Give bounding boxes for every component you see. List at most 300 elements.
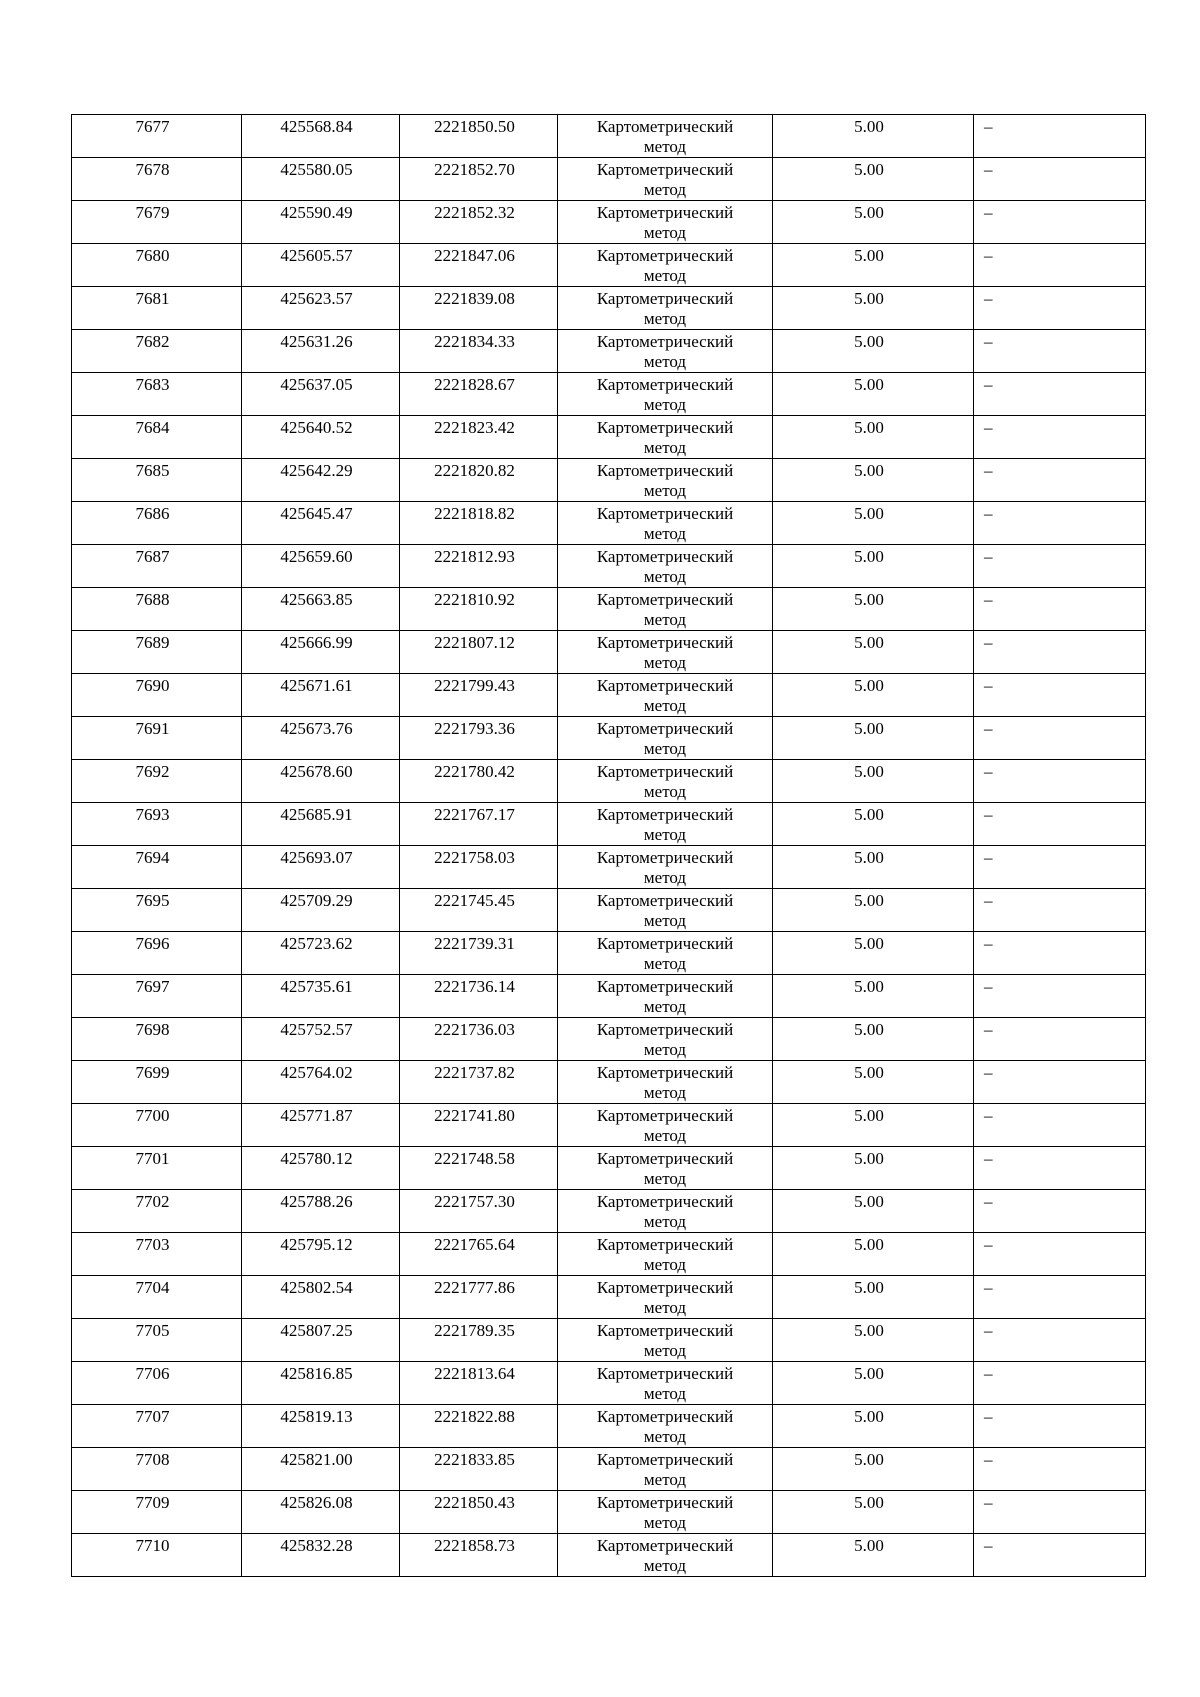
error-cell: 5.00 (773, 1104, 974, 1147)
point-number-cell: 7701 (72, 1147, 242, 1190)
table-row (72, 1190, 1146, 1233)
y-coordinate-cell: 2221839.08 (400, 287, 558, 330)
method-cell (558, 674, 773, 717)
table-row (72, 631, 1146, 674)
table-row (72, 459, 1146, 502)
error-cell: 5.00 (773, 459, 974, 502)
table-row (72, 889, 1146, 932)
table-row (72, 1104, 1146, 1147)
method-line-1: Картометрический (596, 762, 734, 781)
method-line-1: Картометрический (596, 1278, 734, 1297)
note-cell: – (974, 1276, 1146, 1319)
method-line-2: метод (643, 309, 687, 328)
y-coordinate-cell: 2221739.31 (400, 932, 558, 975)
error-cell: 5.00 (773, 1448, 974, 1491)
error-cell: 5.00 (773, 932, 974, 975)
method-cell (558, 1448, 773, 1491)
table-row (72, 502, 1146, 545)
point-number-cell: 7705 (72, 1319, 242, 1362)
note-cell: – (974, 631, 1146, 674)
method-line-2: метод (643, 1470, 687, 1489)
method-cell (558, 846, 773, 889)
method-cell (558, 1405, 773, 1448)
table-row (72, 115, 1146, 158)
x-coordinate-cell: 425802.54 (242, 1276, 400, 1319)
point-number-cell: 7710 (72, 1534, 242, 1577)
table-row (72, 588, 1146, 631)
method-cell (558, 1147, 773, 1190)
point-number-cell: 7687 (72, 545, 242, 588)
note-cell: – (974, 1405, 1146, 1448)
note-cell: – (974, 1104, 1146, 1147)
table-row (72, 1233, 1146, 1276)
note-cell: – (974, 1448, 1146, 1491)
note-cell: – (974, 416, 1146, 459)
method-line-1: Картометрический (596, 590, 734, 609)
note-cell: – (974, 975, 1146, 1018)
method-line-2: метод (643, 1384, 687, 1403)
error-cell: 5.00 (773, 1491, 974, 1534)
point-number-cell: 7683 (72, 373, 242, 416)
method-line-1: Картометрический (596, 1450, 734, 1469)
error-cell: 5.00 (773, 545, 974, 588)
method-line-2: метод (643, 739, 687, 758)
y-coordinate-cell: 2221812.93 (400, 545, 558, 588)
x-coordinate-cell: 425678.60 (242, 760, 400, 803)
error-cell: 5.00 (773, 373, 974, 416)
note-cell: – (974, 158, 1146, 201)
note-cell: – (974, 889, 1146, 932)
method-cell (558, 717, 773, 760)
note-cell: – (974, 115, 1146, 158)
table-row (72, 545, 1146, 588)
y-coordinate-cell: 2221820.82 (400, 459, 558, 502)
y-coordinate-cell: 2221767.17 (400, 803, 558, 846)
note-cell: – (974, 1534, 1146, 1577)
point-number-cell: 7678 (72, 158, 242, 201)
x-coordinate-cell: 425819.13 (242, 1405, 400, 1448)
x-coordinate-cell: 425666.99 (242, 631, 400, 674)
error-cell: 5.00 (773, 760, 974, 803)
method-line-2: метод (643, 223, 687, 242)
error-cell: 5.00 (773, 717, 974, 760)
table-row (72, 803, 1146, 846)
point-number-cell: 7693 (72, 803, 242, 846)
method-cell (558, 803, 773, 846)
x-coordinate-cell: 425771.87 (242, 1104, 400, 1147)
x-coordinate-cell: 425693.07 (242, 846, 400, 889)
method-line-1: Картометрический (596, 203, 734, 222)
x-coordinate-cell: 425735.61 (242, 975, 400, 1018)
method-line-2: метод (643, 1169, 687, 1188)
method-cell (558, 1233, 773, 1276)
method-cell (558, 1319, 773, 1362)
method-line-1: Картометрический (596, 1364, 734, 1383)
point-number-cell: 7677 (72, 115, 242, 158)
method-cell (558, 1362, 773, 1405)
table-row (72, 1147, 1146, 1190)
method-line-2: метод (643, 868, 687, 887)
table-row (72, 1534, 1146, 1577)
point-number-cell: 7686 (72, 502, 242, 545)
x-coordinate-cell: 425826.08 (242, 1491, 400, 1534)
note-cell: – (974, 1491, 1146, 1534)
y-coordinate-cell: 2221847.06 (400, 244, 558, 287)
error-cell: 5.00 (773, 1276, 974, 1319)
y-coordinate-cell: 2221758.03 (400, 846, 558, 889)
method-line-2: метод (643, 180, 687, 199)
note-cell: – (974, 760, 1146, 803)
x-coordinate-cell: 425709.29 (242, 889, 400, 932)
error-cell: 5.00 (773, 416, 974, 459)
method-line-2: метод (643, 1341, 687, 1360)
method-cell (558, 1018, 773, 1061)
table-row (72, 975, 1146, 1018)
method-line-1: Картометрический (596, 1192, 734, 1211)
note-cell: – (974, 1362, 1146, 1405)
method-cell (558, 760, 773, 803)
note-cell: – (974, 717, 1146, 760)
y-coordinate-cell: 2221789.35 (400, 1319, 558, 1362)
note-cell: – (974, 932, 1146, 975)
x-coordinate-cell: 425671.61 (242, 674, 400, 717)
table-row (72, 1319, 1146, 1362)
table-row (72, 201, 1146, 244)
error-cell: 5.00 (773, 975, 974, 1018)
method-cell (558, 588, 773, 631)
note-cell: – (974, 1061, 1146, 1104)
table-row (72, 1362, 1146, 1405)
method-cell (558, 1061, 773, 1104)
table-row (72, 1018, 1146, 1061)
x-coordinate-cell: 425788.26 (242, 1190, 400, 1233)
method-line-2: метод (643, 610, 687, 629)
point-number-cell: 7690 (72, 674, 242, 717)
table-row (72, 760, 1146, 803)
method-cell (558, 201, 773, 244)
note-cell: – (974, 459, 1146, 502)
method-cell (558, 932, 773, 975)
x-coordinate-cell: 425795.12 (242, 1233, 400, 1276)
y-coordinate-cell: 2221765.64 (400, 1233, 558, 1276)
point-number-cell: 7696 (72, 932, 242, 975)
error-cell: 5.00 (773, 244, 974, 287)
method-line-2: метод (643, 352, 687, 371)
method-line-1: Картометрический (596, 1407, 734, 1426)
x-coordinate-cell: 425663.85 (242, 588, 400, 631)
method-line-1: Картометрический (596, 891, 734, 910)
error-cell: 5.00 (773, 803, 974, 846)
method-line-2: метод (643, 266, 687, 285)
method-cell (558, 889, 773, 932)
method-cell (558, 502, 773, 545)
note-cell: – (974, 1319, 1146, 1362)
method-line-1: Картометрический (596, 1063, 734, 1082)
method-line-2: метод (643, 1212, 687, 1231)
error-cell: 5.00 (773, 1018, 974, 1061)
table-row (72, 1448, 1146, 1491)
method-line-2: метод (643, 1255, 687, 1274)
error-cell: 5.00 (773, 115, 974, 158)
point-number-cell: 7699 (72, 1061, 242, 1104)
method-cell (558, 373, 773, 416)
error-cell: 5.00 (773, 1534, 974, 1577)
x-coordinate-cell: 425764.02 (242, 1061, 400, 1104)
point-number-cell: 7691 (72, 717, 242, 760)
x-coordinate-cell: 425659.60 (242, 545, 400, 588)
table-row (72, 373, 1146, 416)
error-cell: 5.00 (773, 631, 974, 674)
method-line-1: Картометрический (596, 676, 734, 695)
point-number-cell: 7702 (72, 1190, 242, 1233)
x-coordinate-cell: 425832.28 (242, 1534, 400, 1577)
method-line-1: Картометрический (596, 805, 734, 824)
error-cell: 5.00 (773, 889, 974, 932)
y-coordinate-cell: 2221850.43 (400, 1491, 558, 1534)
table-row (72, 1276, 1146, 1319)
point-number-cell: 7685 (72, 459, 242, 502)
table-row (72, 287, 1146, 330)
method-line-1: Картометрический (596, 848, 734, 867)
note-cell: – (974, 674, 1146, 717)
y-coordinate-cell: 2221745.45 (400, 889, 558, 932)
point-number-cell: 7706 (72, 1362, 242, 1405)
table-row (72, 1405, 1146, 1448)
point-number-cell: 7695 (72, 889, 242, 932)
point-number-cell: 7704 (72, 1276, 242, 1319)
x-coordinate-cell: 425752.57 (242, 1018, 400, 1061)
y-coordinate-cell: 2221858.73 (400, 1534, 558, 1577)
table-row (72, 244, 1146, 287)
point-number-cell: 7682 (72, 330, 242, 373)
note-cell: – (974, 588, 1146, 631)
method-cell (558, 1534, 773, 1577)
method-cell (558, 158, 773, 201)
x-coordinate-cell: 425645.47 (242, 502, 400, 545)
method-line-1: Картометрический (596, 1321, 734, 1340)
y-coordinate-cell: 2221741.80 (400, 1104, 558, 1147)
method-line-2: метод (643, 1040, 687, 1059)
y-coordinate-cell: 2221807.12 (400, 631, 558, 674)
table-row (72, 674, 1146, 717)
table-row (72, 1061, 1146, 1104)
method-cell (558, 1190, 773, 1233)
table-row (72, 158, 1146, 201)
y-coordinate-cell: 2221799.43 (400, 674, 558, 717)
method-line-2: метод (643, 524, 687, 543)
error-cell: 5.00 (773, 287, 974, 330)
method-cell (558, 545, 773, 588)
point-number-cell: 7681 (72, 287, 242, 330)
note-cell: – (974, 244, 1146, 287)
table-row (72, 330, 1146, 373)
method-line-1: Картометрический (596, 633, 734, 652)
method-line-1: Картометрический (596, 1493, 734, 1512)
method-line-2: метод (643, 1298, 687, 1317)
point-number-cell: 7707 (72, 1405, 242, 1448)
point-number-cell: 7708 (72, 1448, 242, 1491)
method-line-1: Картометрический (596, 504, 734, 523)
method-line-1: Картометрический (596, 1020, 734, 1039)
x-coordinate-cell: 425623.57 (242, 287, 400, 330)
method-line-2: метод (643, 567, 687, 586)
error-cell: 5.00 (773, 1405, 974, 1448)
point-number-cell: 7689 (72, 631, 242, 674)
table-row (72, 1491, 1146, 1534)
method-line-1: Картометрический (596, 332, 734, 351)
y-coordinate-cell: 2221823.42 (400, 416, 558, 459)
method-line-1: Картометрический (596, 547, 734, 566)
x-coordinate-cell: 425605.57 (242, 244, 400, 287)
coordinates-table (71, 114, 1146, 1577)
method-cell (558, 416, 773, 459)
method-line-1: Картометрический (596, 117, 734, 136)
error-cell: 5.00 (773, 502, 974, 545)
note-cell: – (974, 287, 1146, 330)
method-line-2: метод (643, 696, 687, 715)
method-line-2: метод (643, 481, 687, 500)
method-line-2: метод (643, 782, 687, 801)
x-coordinate-cell: 425568.84 (242, 115, 400, 158)
x-coordinate-cell: 425780.12 (242, 1147, 400, 1190)
method-cell (558, 631, 773, 674)
y-coordinate-cell: 2221737.82 (400, 1061, 558, 1104)
method-cell (558, 459, 773, 502)
error-cell: 5.00 (773, 1233, 974, 1276)
point-number-cell: 7697 (72, 975, 242, 1018)
error-cell: 5.00 (773, 674, 974, 717)
error-cell: 5.00 (773, 846, 974, 889)
x-coordinate-cell: 425640.52 (242, 416, 400, 459)
method-line-2: метод (643, 1427, 687, 1446)
note-cell: – (974, 201, 1146, 244)
method-cell (558, 287, 773, 330)
method-line-2: метод (643, 395, 687, 414)
method-line-1: Картометрический (596, 289, 734, 308)
x-coordinate-cell: 425642.29 (242, 459, 400, 502)
method-cell (558, 115, 773, 158)
method-cell (558, 244, 773, 287)
error-cell: 5.00 (773, 330, 974, 373)
method-cell (558, 975, 773, 1018)
y-coordinate-cell: 2221736.03 (400, 1018, 558, 1061)
note-cell: – (974, 1018, 1146, 1061)
note-cell: – (974, 803, 1146, 846)
error-cell: 5.00 (773, 1061, 974, 1104)
y-coordinate-cell: 2221736.14 (400, 975, 558, 1018)
y-coordinate-cell: 2221813.64 (400, 1362, 558, 1405)
error-cell: 5.00 (773, 1362, 974, 1405)
point-number-cell: 7703 (72, 1233, 242, 1276)
point-number-cell: 7692 (72, 760, 242, 803)
method-line-1: Картометрический (596, 1235, 734, 1254)
y-coordinate-cell: 2221833.85 (400, 1448, 558, 1491)
y-coordinate-cell: 2221850.50 (400, 115, 558, 158)
note-cell: – (974, 1147, 1146, 1190)
x-coordinate-cell: 425580.05 (242, 158, 400, 201)
error-cell: 5.00 (773, 158, 974, 201)
note-cell: – (974, 846, 1146, 889)
method-line-1: Картометрический (596, 160, 734, 179)
error-cell: 5.00 (773, 1190, 974, 1233)
y-coordinate-cell: 2221780.42 (400, 760, 558, 803)
method-line-1: Картометрический (596, 1149, 734, 1168)
table-row (72, 846, 1146, 889)
y-coordinate-cell: 2221793.36 (400, 717, 558, 760)
y-coordinate-cell: 2221834.33 (400, 330, 558, 373)
method-cell (558, 1104, 773, 1147)
error-cell: 5.00 (773, 201, 974, 244)
x-coordinate-cell: 425637.05 (242, 373, 400, 416)
method-line-1: Картометрический (596, 375, 734, 394)
note-cell: – (974, 502, 1146, 545)
y-coordinate-cell: 2221822.88 (400, 1405, 558, 1448)
x-coordinate-cell: 425807.25 (242, 1319, 400, 1362)
method-cell (558, 1491, 773, 1534)
y-coordinate-cell: 2221818.82 (400, 502, 558, 545)
x-coordinate-cell: 425723.62 (242, 932, 400, 975)
method-line-1: Картометрический (596, 1536, 734, 1555)
note-cell: – (974, 1190, 1146, 1233)
point-number-cell: 7698 (72, 1018, 242, 1061)
x-coordinate-cell: 425816.85 (242, 1362, 400, 1405)
point-number-cell: 7684 (72, 416, 242, 459)
table-row (72, 416, 1146, 459)
point-number-cell: 7709 (72, 1491, 242, 1534)
method-line-1: Картометрический (596, 1106, 734, 1125)
method-line-2: метод (643, 137, 687, 156)
method-line-1: Картометрический (596, 246, 734, 265)
y-coordinate-cell: 2221810.92 (400, 588, 558, 631)
y-coordinate-cell: 2221777.86 (400, 1276, 558, 1319)
error-cell: 5.00 (773, 1319, 974, 1362)
method-line-1: Картометрический (596, 418, 734, 437)
method-cell (558, 1276, 773, 1319)
y-coordinate-cell: 2221852.70 (400, 158, 558, 201)
method-line-2: метод (643, 1556, 687, 1575)
method-line-1: Картометрический (596, 977, 734, 996)
method-line-1: Картометрический (596, 934, 734, 953)
note-cell: – (974, 373, 1146, 416)
method-line-2: метод (643, 1083, 687, 1102)
method-line-1: Картометрический (596, 719, 734, 738)
note-cell: – (974, 330, 1146, 373)
x-coordinate-cell: 425673.76 (242, 717, 400, 760)
note-cell: – (974, 1233, 1146, 1276)
point-number-cell: 7680 (72, 244, 242, 287)
method-line-2: метод (643, 438, 687, 457)
x-coordinate-cell: 425590.49 (242, 201, 400, 244)
point-number-cell: 7694 (72, 846, 242, 889)
method-line-1: Картометрический (596, 461, 734, 480)
x-coordinate-cell: 425631.26 (242, 330, 400, 373)
point-number-cell: 7679 (72, 201, 242, 244)
method-line-2: метод (643, 1513, 687, 1532)
method-line-2: метод (643, 1126, 687, 1145)
y-coordinate-cell: 2221757.30 (400, 1190, 558, 1233)
method-cell (558, 330, 773, 373)
method-line-2: метод (643, 825, 687, 844)
error-cell: 5.00 (773, 1147, 974, 1190)
method-line-2: метод (643, 997, 687, 1016)
error-cell: 5.00 (773, 588, 974, 631)
table-row (72, 717, 1146, 760)
note-cell: – (974, 545, 1146, 588)
point-number-cell: 7688 (72, 588, 242, 631)
x-coordinate-cell: 425685.91 (242, 803, 400, 846)
method-line-2: метод (643, 911, 687, 930)
y-coordinate-cell: 2221748.58 (400, 1147, 558, 1190)
